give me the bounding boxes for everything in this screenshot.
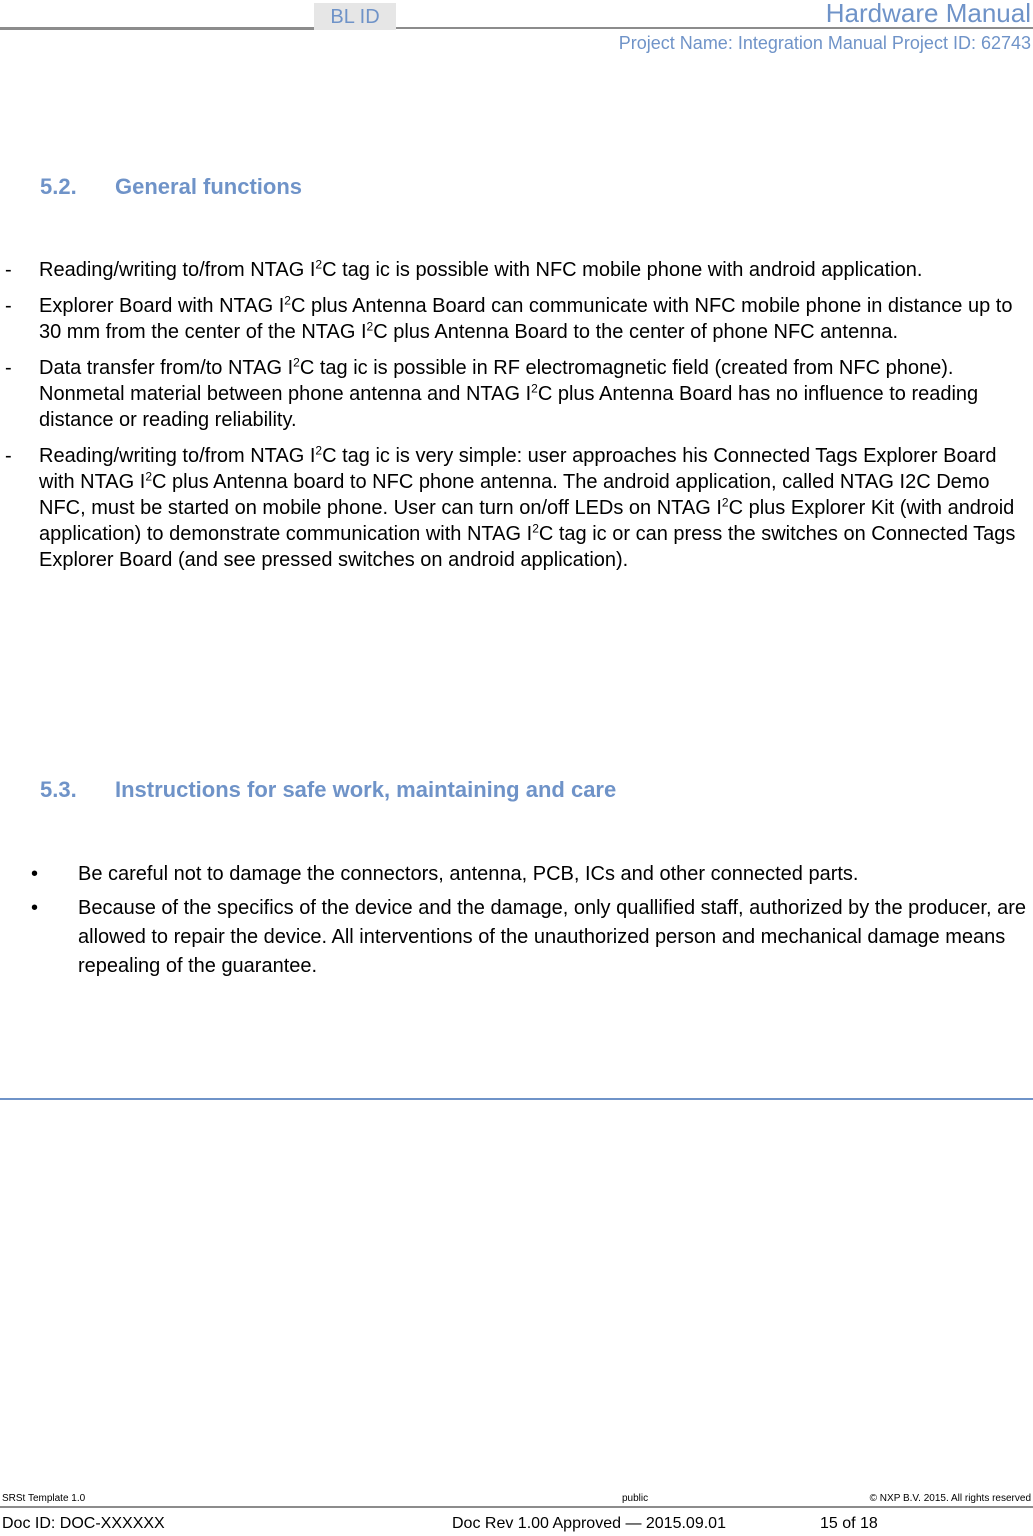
section-number: 5.3. [40,777,77,802]
list-item: - Explorer Board with NTAG $I^2C$ plus Antenna Board can communicate with NFC mobile phone in distance up to 30 mm from the center of the NTAG $I^2C$ plus Antenna Board to the center of phone NFC antenna. [5,293,1013,343]
footer-classification: public [622,1493,649,1504]
bullet-marker: • [31,897,39,919]
dash-marker: - [5,445,12,467]
list-item: - Reading/writing to/from NTAG $I^2C$ tag ic is possible with NFC mobile phone with android application. [5,257,923,281]
project-subtitle: Project Name: Integration Manual Project ID: 62743 [618,33,1031,53]
footer-doc-rev: Doc Rev 1.00 Approved — 2015.09.01 [452,1515,726,1532]
footer-copyright: © NXP B.V. 2015. All rights reserved [869,1493,1031,1504]
dash-marker: - [5,357,12,379]
header-rule-left [0,27,314,30]
section-divider [0,1098,1033,1100]
list-item: • Be careful not to damage the connectors, antenna, PCB, ICs and other connected parts. [78,860,1033,889]
list-item: - Data transfer from/to NTAG $I^2C$ tag ic is possible in RF electromagnetic field (created from NFC phone). Nonmetal material between phone antenna and NTAG $I^2C$ plus Antenna Board has no influence to reading distance or reading reliability. [5,355,979,431]
section-title: Instructions for safe work, maintaining and care [115,777,617,802]
dash-marker: - [5,259,12,281]
section-title: General functions [115,174,303,199]
dash-marker: - [5,295,12,317]
general-functions-list [5,257,1033,583]
section-heading-safe-work [40,777,616,803]
list-item: - Reading/writing to/from NTAG $I^2C$ tag ic is very simple: user approaches his Connected Tags Explorer Board with NTAG $I^2C$ plus Antenna board to NFC phone antenna. The android application, called NTAG I2C Demo NFC, must be started on mobile phone. User can turn on/off LEDs on NTAG $I^2C$ plus Explorer Kit (with android application) to demonstrate communication with NTAG $I^2C$ tag ic or can press the switches on Connected Tags Explorer Board (and see pressed switches on android application). [5,443,1016,571]
footer-rule [0,1506,1033,1508]
safe-work-list [31,860,1033,986]
footer-page-number: 15 of 18 [820,1515,878,1532]
section-heading-general-functions [40,174,302,200]
document-title: Hardware Manual [825,0,1031,28]
list-item: • Because of the specifics of the device and the damage, only quallified staff, authorized by the producer, are allowed to repair the device. All interventions of the unauthorized person and mechanical damage means repealing of the guarantee. [78,894,1033,981]
bullet-marker: • [31,863,39,885]
footer-template: SRSt Template 1.0 [2,1493,86,1504]
bl-id-label: BL ID [314,3,396,30]
footer-doc-id: Doc ID: DOC-XXXXXX [2,1515,165,1532]
section-number: 5.2. [40,174,77,199]
